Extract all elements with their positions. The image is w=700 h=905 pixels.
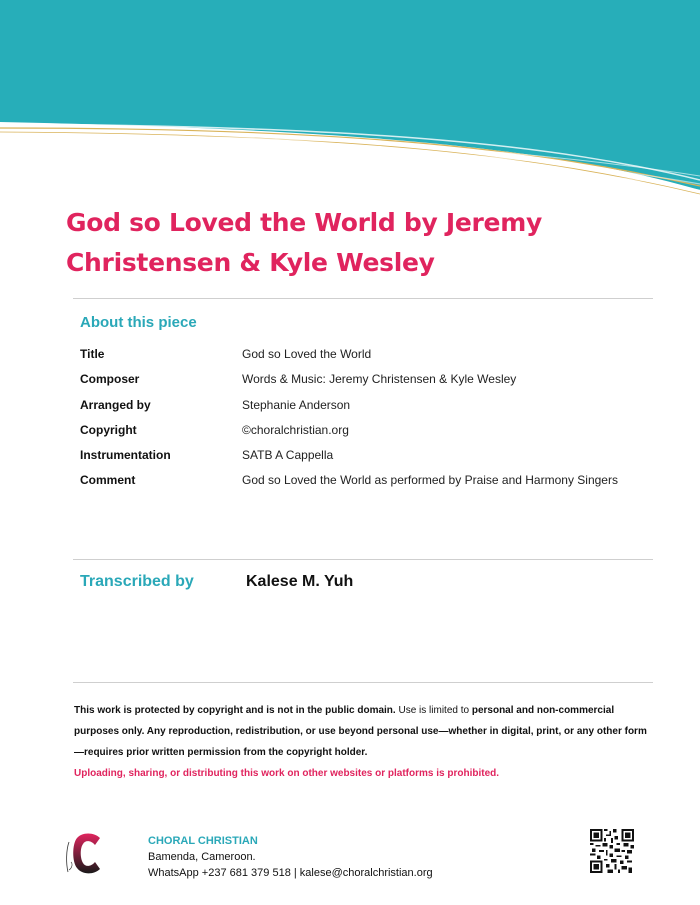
divider	[73, 559, 653, 560]
document-title: God so Loved the World by Jeremy Christensen & Kyle Wesley	[66, 208, 542, 277]
org-contact-block	[148, 833, 433, 881]
divider	[73, 682, 653, 683]
metadata-key: Instrumentation	[80, 448, 171, 463]
metadata-row	[80, 443, 640, 468]
metadata-value: SATB A Cappella	[242, 448, 334, 463]
notice-body: personal and non-commercial purposes only. Any reproduction, redistribution, or use beyond personal use—whether in digital, print, or any other form—requires prior written permission from the copyright holder.	[74, 705, 647, 758]
metadata-row	[80, 393, 640, 418]
metadata-value: Stephanie Anderson	[242, 397, 351, 412]
qr-code-icon	[590, 829, 634, 873]
choral-christian-logo-icon	[60, 828, 108, 880]
metadata-key: Composer	[80, 372, 140, 387]
metadata-key: Copyright	[80, 422, 137, 437]
about-heading: About this piece	[80, 314, 197, 331]
metadata-value: Words & Music: Jeremy Christensen & Kyle Wesley	[242, 372, 517, 387]
metadata-key: Title	[80, 347, 105, 361]
metadata-value: ©choralchristian.org	[242, 422, 349, 437]
transcribed-by-label: Transcribed by	[80, 573, 194, 590]
metadata-key: Arranged by	[80, 397, 151, 412]
transcriber-name: Kalese M. Yuh	[246, 573, 354, 590]
header-banner	[0, 0, 700, 200]
metadata-row	[80, 468, 640, 493]
divider	[73, 298, 653, 299]
org-contact: WhatsApp +237 681 379 518 | kalese@choralchristian.org	[148, 867, 433, 879]
notice-mid: Use is limited to	[395, 705, 472, 716]
copyright-notice	[74, 700, 654, 784]
org-location: Bamenda, Cameroon.	[148, 851, 256, 863]
org-name: CHORAL CHRISTIAN	[148, 835, 258, 847]
metadata-value: God so Loved the World	[242, 347, 372, 361]
metadata-row	[80, 342, 640, 367]
metadata-table	[80, 342, 640, 494]
metadata-key: Comment	[80, 473, 136, 488]
metadata-row	[80, 418, 640, 443]
notice-lead: This work is protected by copyright and is not in the public domain.	[74, 705, 396, 716]
metadata-row	[80, 367, 640, 392]
notice-warning: Uploading, sharing, or distributing this work on other websites or platforms is prohibited.	[74, 768, 500, 779]
metadata-value: God so Loved the World as performed by Praise and Harmony Singers	[242, 473, 618, 488]
